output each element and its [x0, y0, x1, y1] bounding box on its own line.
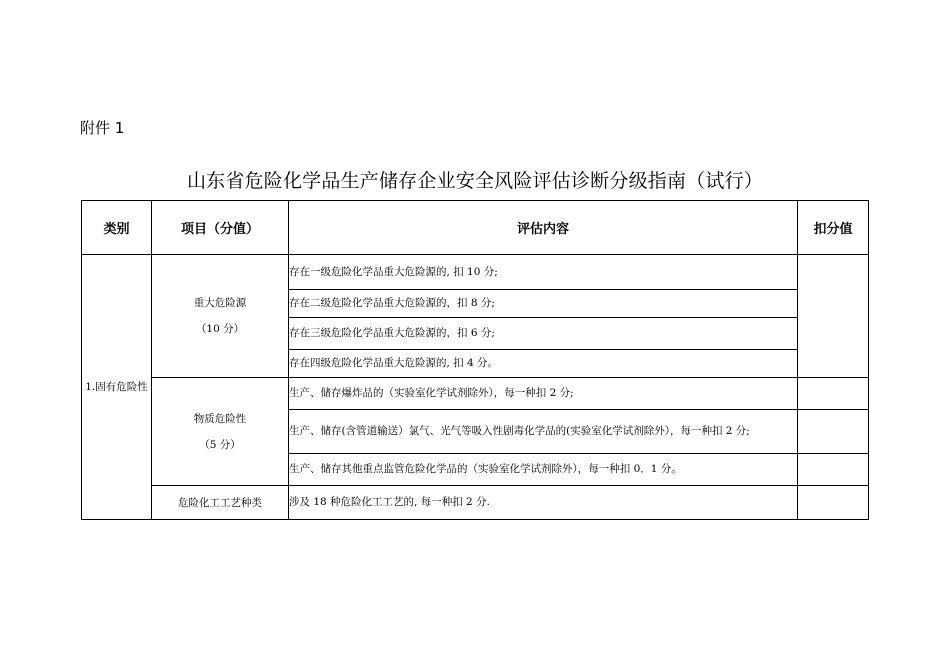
table-row [82, 378, 869, 410]
header-item: 项目（分值） [152, 201, 289, 255]
category-cell: 1.固有危险性 [82, 255, 152, 520]
content-cell: 生产、储存其他重点监管危险化学品的（实验室化学试剂除外），每一种扣 0．1 分。 [289, 454, 798, 486]
item-name: 危险化工工艺种类 [178, 496, 262, 509]
assessment-table [81, 200, 869, 520]
attachment-label: 附件 1 [80, 119, 125, 137]
table-row [82, 486, 869, 520]
item-score: （10 分） [195, 323, 245, 335]
deduction-cell[interactable] [798, 255, 869, 378]
item-process-types [152, 486, 289, 520]
content-cell: 存在二级危险化学品重大危险源的，扣 8 分; [289, 290, 798, 318]
document-title: 山东省危险化学品生产储存企业安全风险评估诊断分级指南（试行） [186, 170, 763, 192]
item-major-hazard [152, 255, 289, 378]
table-row [82, 255, 869, 290]
content-cell: 生产、储存(含管道输送）氯气、光气等吸入性剧毒化学品的(实验室化学试剂除外），每一种扣 2 分; [289, 410, 798, 454]
deduction-cell[interactable] [798, 454, 869, 486]
deduction-cell[interactable] [798, 378, 869, 410]
item-substance-hazard [152, 378, 289, 486]
header-category: 类别 [82, 201, 152, 255]
content-cell: 涉及 18 种危险化工工艺的, 每一种扣 2 分. [289, 486, 798, 520]
content-cell: 生产、储存爆炸品的（实验室化学试剂除外），每一种扣 2 分; [289, 378, 798, 410]
item-score: （5 分） [199, 438, 241, 451]
content-cell: 存在一级危险化学品重大危险源的, 扣 10 分; [289, 255, 798, 290]
content-cell: 存在三级危险化学品重大危险源的，扣 6 分; [289, 318, 798, 350]
item-name: 重大危险源 [193, 297, 247, 309]
item-name: 物质危险性 [193, 412, 247, 425]
content-cell: 存在四级危险化学品重大危险源的, 扣 4 分。 [289, 350, 798, 378]
header-deduction: 扣分值 [798, 201, 869, 255]
table-header-row [82, 201, 869, 255]
header-content: 评估内容 [289, 201, 798, 255]
deduction-cell[interactable] [798, 486, 869, 520]
deduction-cell[interactable] [798, 410, 869, 454]
